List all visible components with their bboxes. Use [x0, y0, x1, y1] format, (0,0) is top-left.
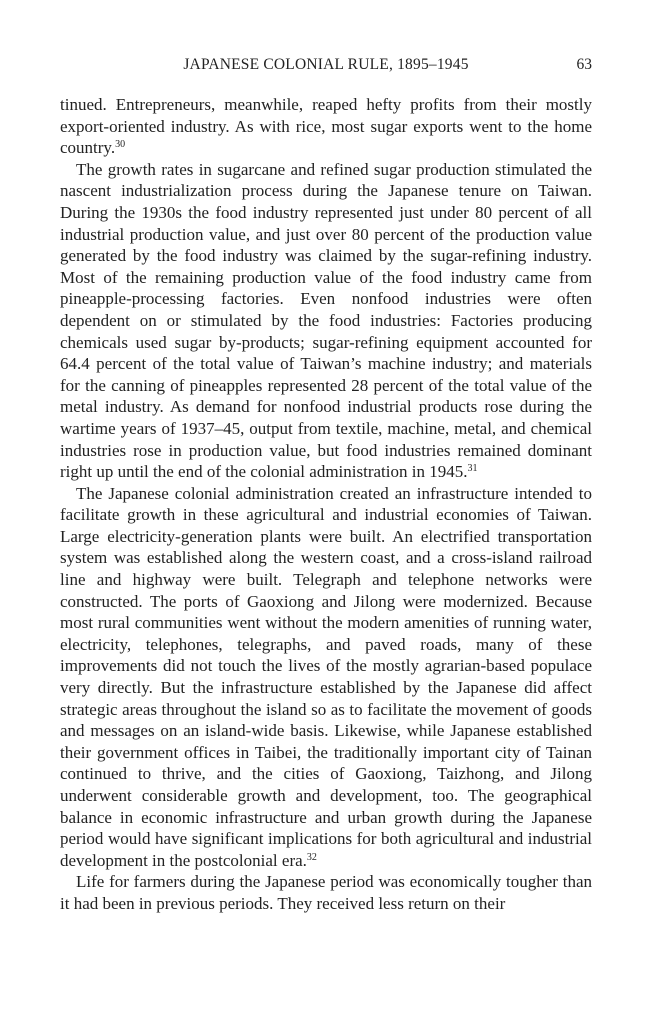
book-page	[60, 52, 592, 915]
body-text	[60, 94, 592, 915]
running-head	[60, 52, 592, 78]
paragraph-4	[60, 871, 592, 914]
paragraph-1	[60, 94, 592, 159]
paragraph-2	[60, 159, 592, 483]
paragraph-4-text: Life for farmers during the Japanese period was economically tougher than it had been in previous periods. They received less return on their	[60, 872, 592, 913]
footnote-ref-30: 30	[115, 139, 126, 151]
running-title: JAPANESE COLONIAL RULE, 1895–1945	[183, 56, 469, 73]
footnote-ref-32: 32	[306, 851, 317, 863]
paragraph-2-text: The growth rates in sugarcane and refined sugar production stimulated the nascent industrialization process during the Japanese tenure on Taiwan. During the 1930s the food industry represented just under 80 percent of all industrial production value, and just over 80 percent of the production value generated by the food industry was claimed by the sugar-refining industry. Most of the remaining production value of the food industry came from pineapple-processing factories. Even nonfood industries were often dependent on or stimulated by the food industries: Factories producing chemicals used sugar by-products; sugar-refining equipment accounted for 64.4 percent of the total value of Taiwan’s machine industry; and materials for the canning of pineapples represented 28 percent of the total value of the metal industry. As demand for nonfood industrial products rose during the wartime years of 1937–45, output from textile, machine, metal, and chemical industries rose in production value, but food industries remained dominant right up until the end of the colonial administration in 1945.	[60, 159, 592, 482]
paragraph-1-text: tinued. Entrepreneurs, meanwhile, reaped hefty profits from their mostly export-oriented industry. As with rice, most sugar exports went to the home country.	[60, 95, 592, 158]
paragraph-3	[60, 483, 592, 872]
paragraph-3-text: The Japanese colonial administration created an infrastructure intended to facilitate growth in these agricultural and industrial economies of Taiwan. Large electricity-generation plants were built. An electrified transportation system was established along the western coast, and a cross-island railroad line and highway were built. Telegraph and telephone networks were constructed. The ports of Gaoxiong and Jilong were modernized. Because most rural communities went without the modern amenities of running water, electricity, telephones, telegraphs, and paved roads, many of these improvements did not touch the lives of the mostly agrarian-based populace very directly. But the infrastructure established by the Japanese did affect strategic areas throughout the island so as to facilitate the movement of goods and messages on an island-wide basis. Likewise, while Japanese established their government offices in Taibei, the traditionally important city of Tainan continued to thrive, and the cities of Gaoxiong, Taizhong, and Jilong underwent considerable growth and development, too. The geographical balance in economic infrastructure and urban growth during the Japanese period would have significant implications for both agricultural and industrial development in the postcolonial era.	[60, 483, 592, 870]
footnote-ref-31: 31	[467, 463, 478, 475]
page-number: 63	[576, 56, 592, 73]
